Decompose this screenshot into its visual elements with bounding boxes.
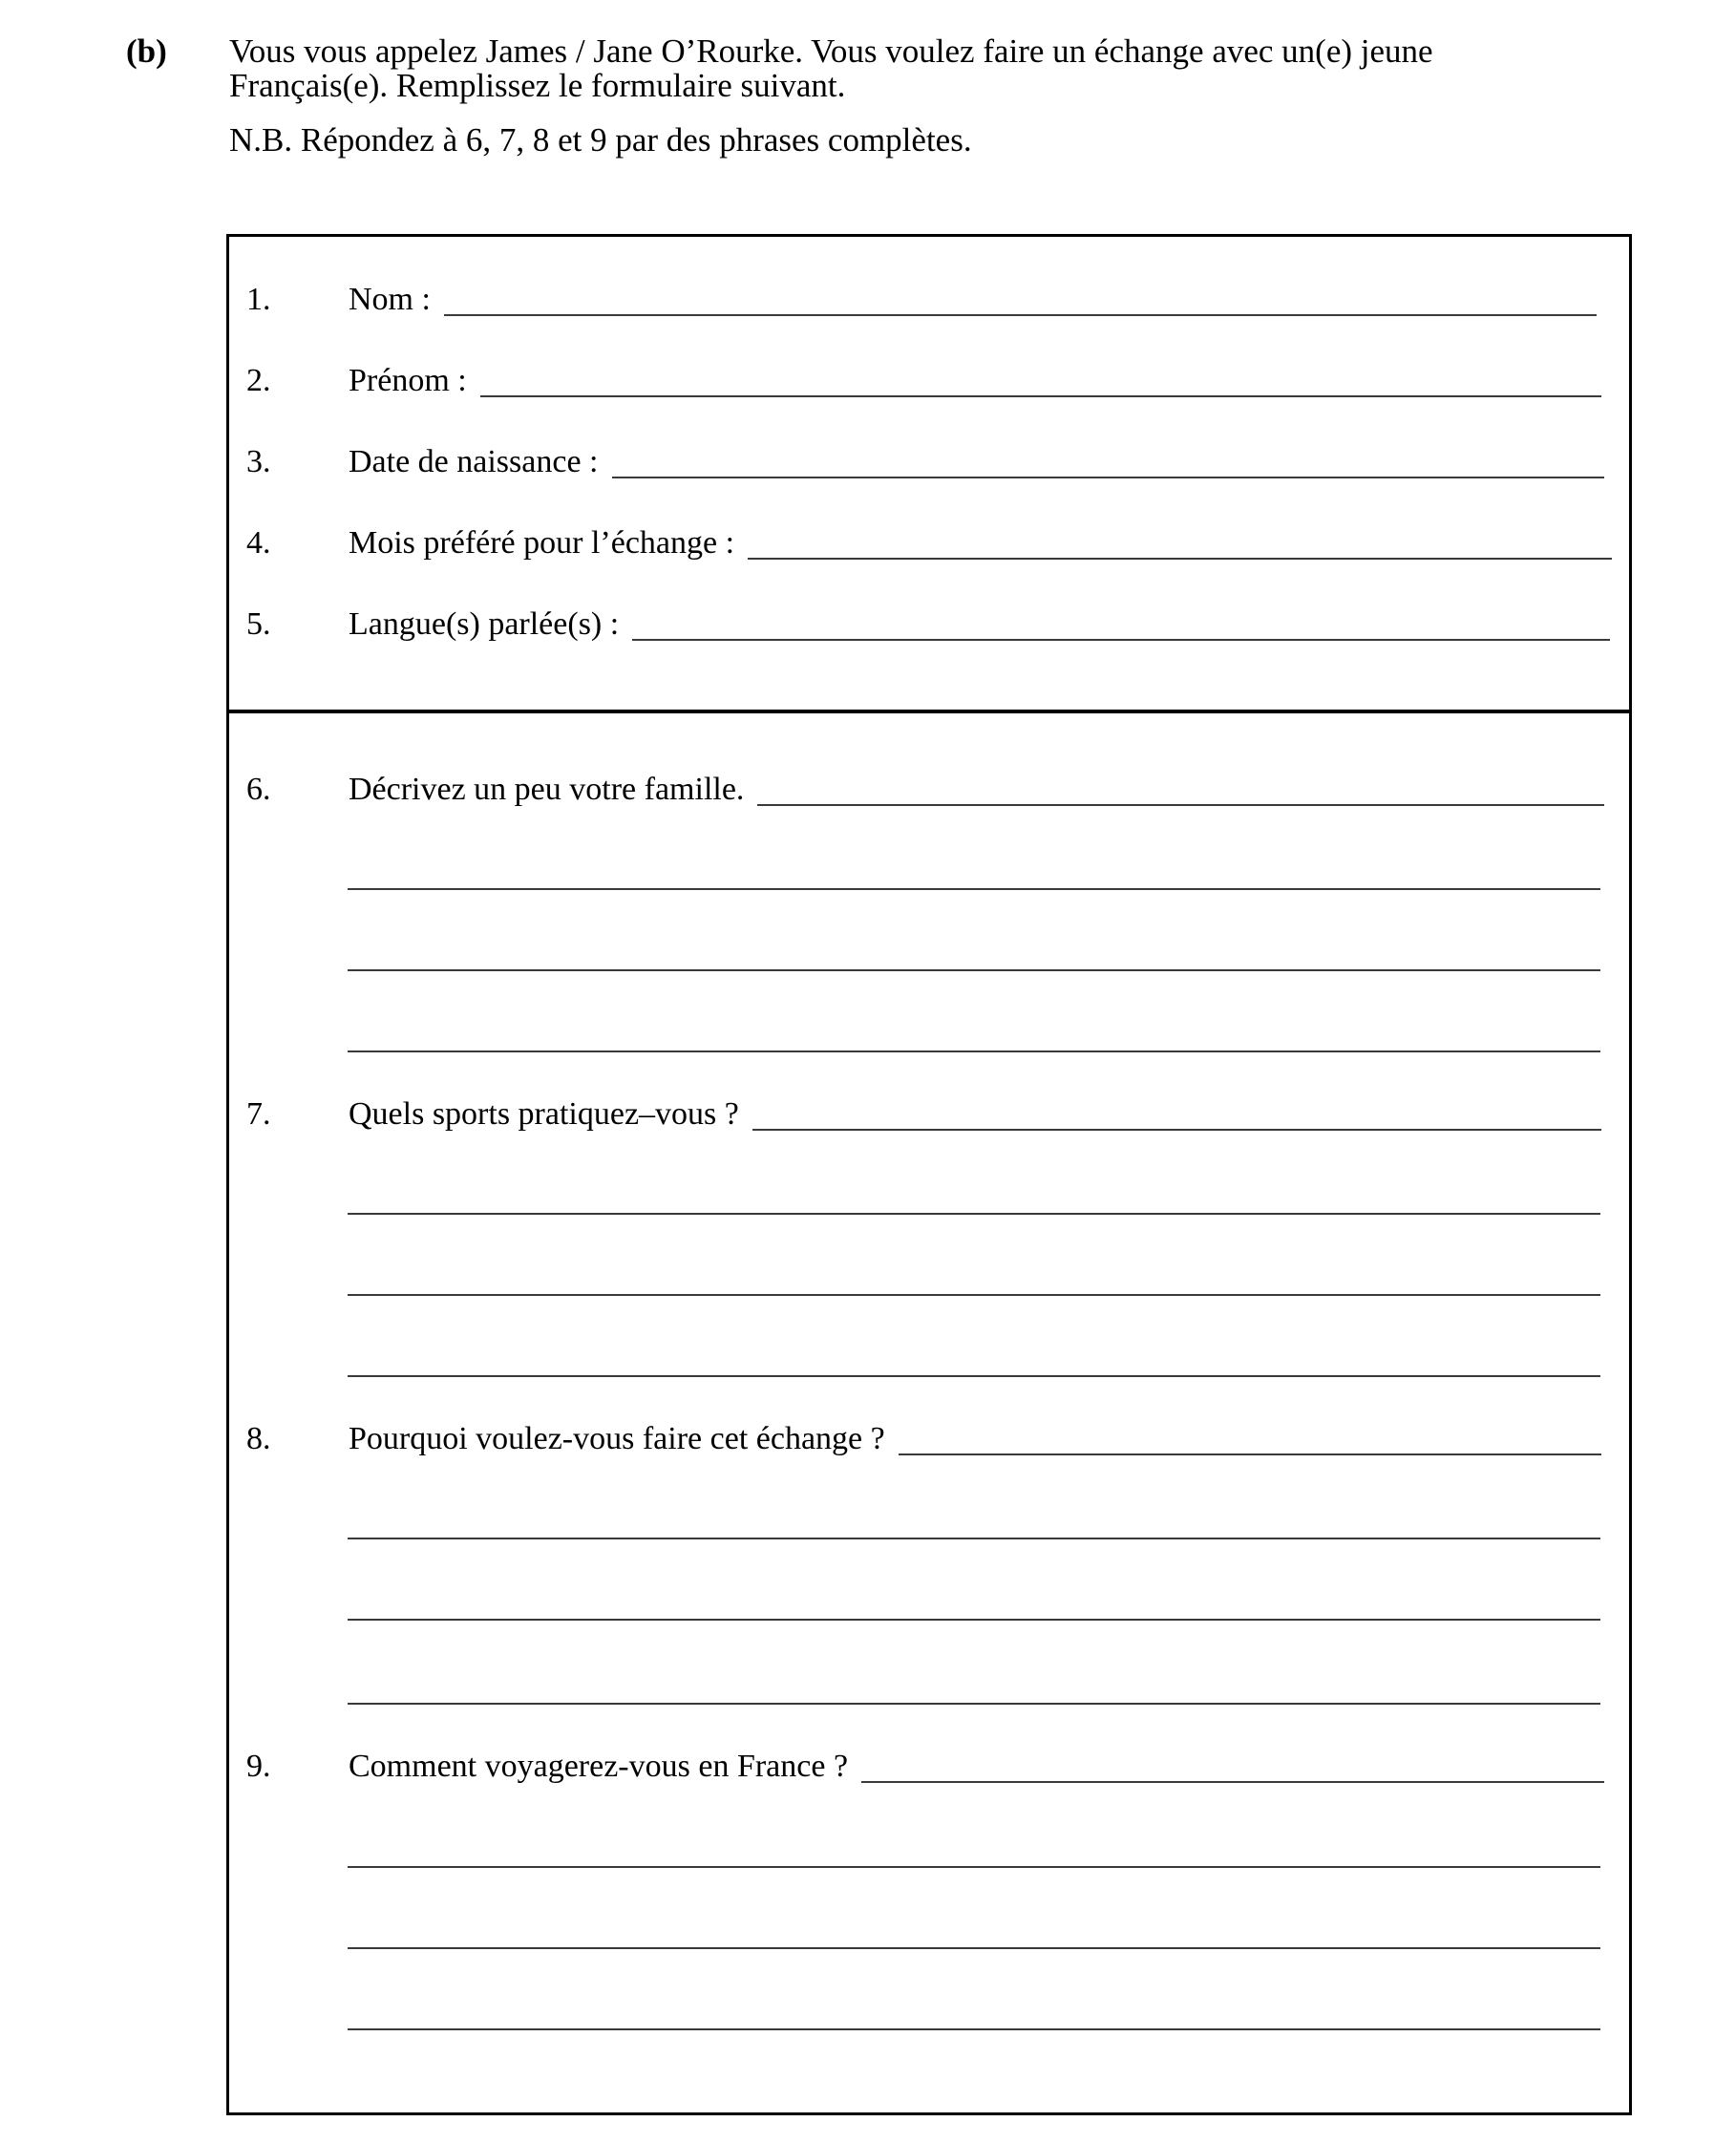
- section-divider: [226, 710, 1632, 713]
- answer-line-voyage-3[interactable]: [348, 1947, 1600, 1949]
- answer-line-pourquoi-1[interactable]: [899, 1453, 1601, 1455]
- answer-line-famille-2[interactable]: [348, 888, 1600, 890]
- answer-line-date-de-naissance[interactable]: [612, 477, 1605, 478]
- field-label: Langue(s) parlée(s) :: [349, 606, 620, 642]
- item-number: 6.: [246, 772, 271, 807]
- question-voyage[interactable]: [349, 1748, 1604, 1786]
- item-number: 5.: [246, 606, 271, 642]
- question-label: Quels sports pratiquez–vous ?: [349, 1096, 739, 1132]
- question-famille[interactable]: [349, 771, 1604, 809]
- answer-line-pourquoi-2[interactable]: [348, 1538, 1600, 1539]
- field-prenom[interactable]: [349, 362, 1601, 400]
- question-label: Pourquoi voulez-vous faire cet échange ?: [349, 1421, 885, 1456]
- answer-line-mois-prefere[interactable]: [748, 558, 1612, 560]
- answer-line-langues-parlees[interactable]: [632, 639, 1610, 641]
- instructions-line-2: Français(e). Remplissez le formulaire suivant.: [229, 67, 846, 104]
- instructions-line-1: Vous vous appelez James / Jane O’Rourke. Vous voulez faire un échange avec un(e) jeune: [229, 32, 1433, 70]
- answer-line-sports-1[interactable]: [752, 1129, 1601, 1131]
- question-label: Décrivez un peu votre famille.: [349, 772, 745, 807]
- answer-line-famille-3[interactable]: [348, 969, 1600, 971]
- item-number: 3.: [246, 444, 271, 479]
- question-label: Comment voyagerez-vous en France ?: [349, 1749, 849, 1784]
- item-number: 7.: [246, 1096, 271, 1132]
- item-number: 8.: [246, 1421, 271, 1456]
- item-number: 4.: [246, 525, 271, 561]
- field-nom[interactable]: [349, 281, 1597, 319]
- form-box: [226, 234, 1632, 2115]
- item-number: 2.: [246, 363, 271, 398]
- field-label: Nom :: [349, 282, 431, 317]
- part-label: (b): [126, 32, 167, 70]
- field-label: Prénom :: [349, 363, 467, 398]
- answer-line-voyage-4[interactable]: [348, 2028, 1600, 2030]
- field-langues-parlees[interactable]: [349, 605, 1610, 644]
- answer-line-famille-1[interactable]: [757, 804, 1604, 806]
- answer-line-nom[interactable]: [444, 314, 1597, 316]
- field-mois-prefere[interactable]: [349, 524, 1612, 562]
- answer-line-famille-4[interactable]: [348, 1050, 1600, 1052]
- note-text: N.B. Répondez à 6, 7, 8 et 9 par des phrases complètes.: [229, 121, 972, 159]
- answer-line-sports-2[interactable]: [348, 1213, 1600, 1215]
- answer-line-sports-4[interactable]: [348, 1375, 1600, 1377]
- field-date-de-naissance[interactable]: [349, 443, 1604, 481]
- item-number: 9.: [246, 1749, 271, 1784]
- answer-line-voyage-1[interactable]: [861, 1781, 1604, 1783]
- answer-line-pourquoi-4[interactable]: [348, 1703, 1600, 1705]
- answer-line-pourquoi-3[interactable]: [348, 1619, 1600, 1621]
- answer-line-sports-3[interactable]: [348, 1294, 1600, 1296]
- question-sports[interactable]: [349, 1095, 1601, 1134]
- answer-line-prenom[interactable]: [480, 395, 1601, 397]
- answer-line-voyage-2[interactable]: [348, 1866, 1600, 1868]
- item-number: 1.: [246, 282, 271, 317]
- question-pourquoi-echange[interactable]: [349, 1420, 1601, 1458]
- field-label: Mois préféré pour l’échange :: [349, 525, 735, 561]
- field-label: Date de naissance :: [349, 444, 599, 479]
